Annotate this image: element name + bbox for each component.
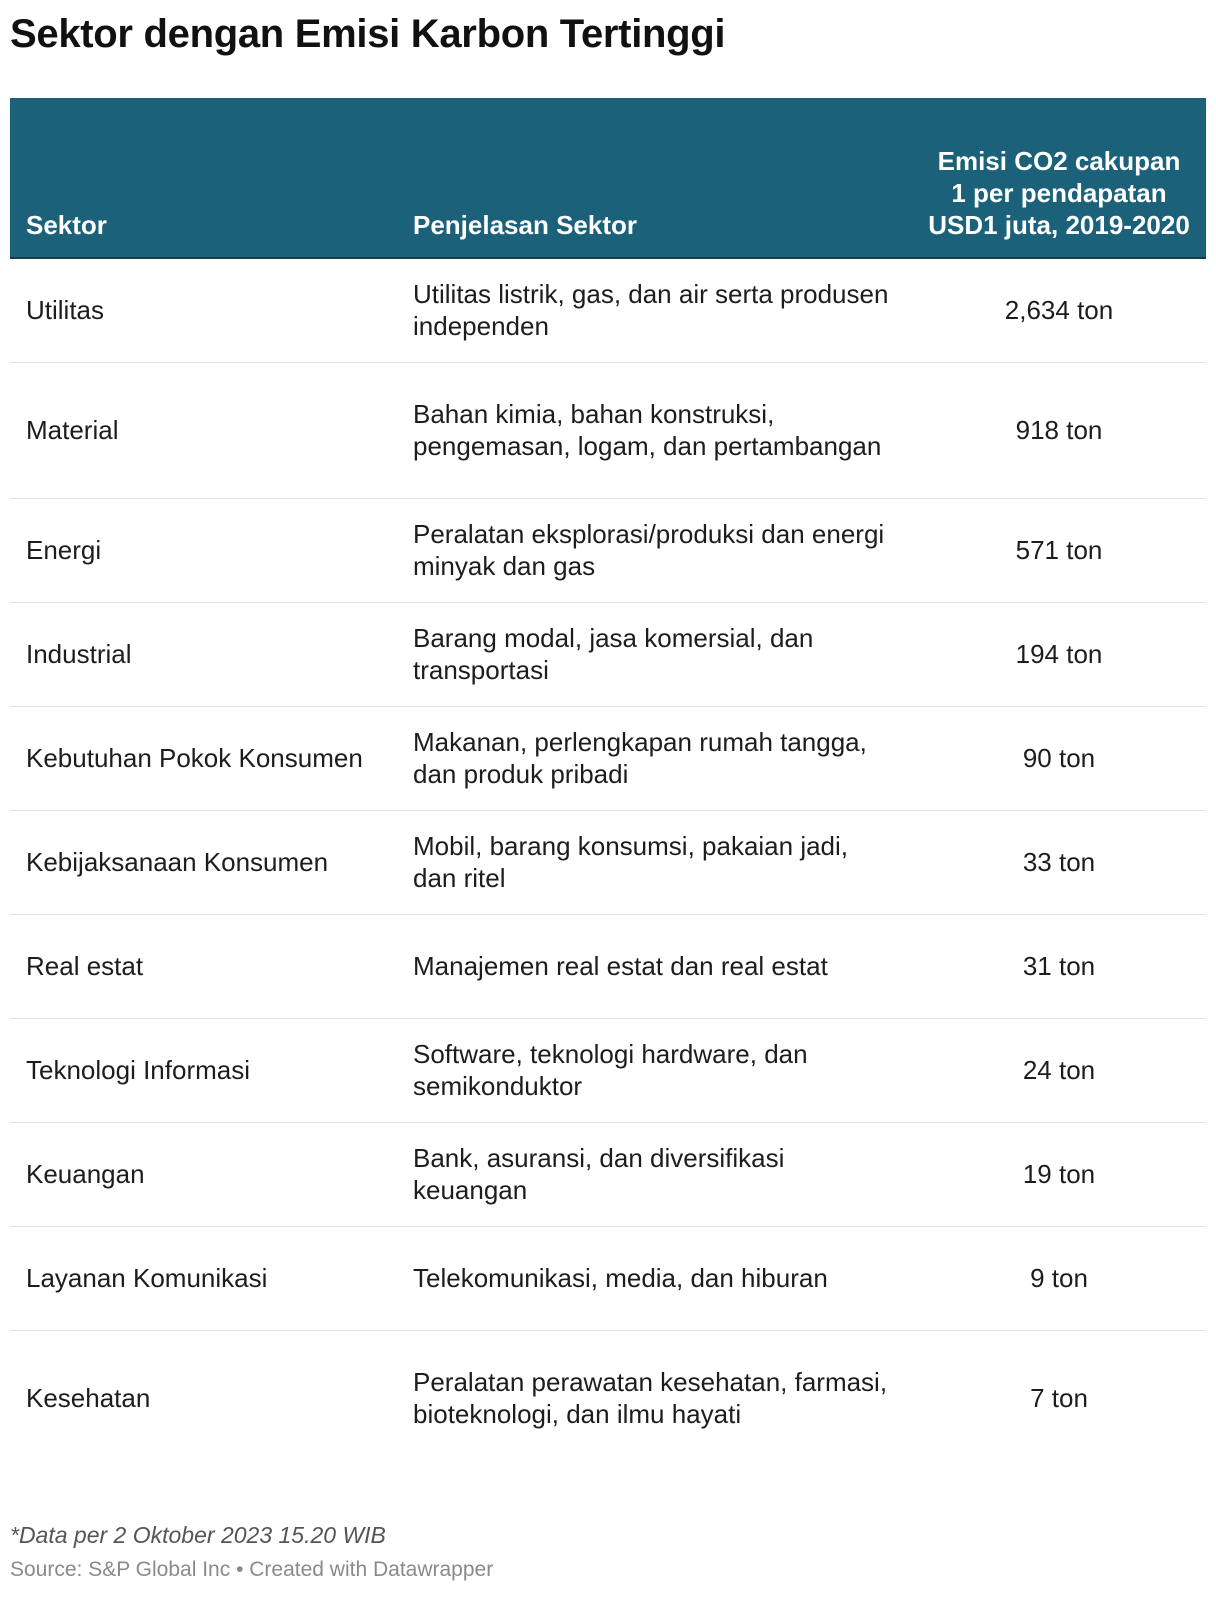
table-row: [10, 1330, 1206, 1466]
cell-description: Manajemen real estat dan real estat: [397, 914, 912, 1018]
table-row: [10, 810, 1206, 914]
cell-description: Telekomunikasi, media, dan hiburan: [397, 1226, 912, 1330]
header-row: [10, 98, 1206, 258]
cell-description: Makanan, perlengkapan rumah tangga, dan produk pribadi: [397, 706, 912, 810]
cell-sector: Keuangan: [10, 1122, 397, 1226]
chart-container: [10, 0, 1206, 1466]
emissions-table: [10, 98, 1206, 1466]
cell-emission: 2,634 ton: [912, 258, 1206, 362]
cell-emission: 24 ton: [912, 1018, 1206, 1122]
cell-sector: Material: [10, 362, 397, 498]
cell-emission: 918 ton: [912, 362, 1206, 498]
table-body: [10, 258, 1206, 1466]
cell-sector: Kesehatan: [26, 1383, 151, 1414]
table-row: [10, 498, 1206, 602]
table-row: [10, 1018, 1206, 1122]
data-note: *Data per 2 Oktober 2023 15.20 WIB: [10, 1522, 386, 1548]
cell-description: Peralatan eksplorasi/produksi dan energi minyak dan gas: [397, 498, 912, 602]
cell-emission: 9 ton: [912, 1226, 1206, 1330]
source-text: Source: S&P Global Inc: [10, 1558, 231, 1581]
cell-sector: Teknologi Informasi: [10, 1018, 397, 1122]
column-header-emission: Emisi CO2 cakupan 1 per pendapatan USD1 juta, 2019-2020: [912, 98, 1206, 258]
chart-title: Sektor dengan Emisi Karbon Tertinggi: [10, 12, 726, 56]
cell-emission: 33 ton: [912, 810, 1206, 914]
credit-link[interactable]: Created with Datawrapper: [249, 1558, 494, 1581]
table-row: [10, 1122, 1206, 1226]
cell-description: Bank, asuransi, dan diversifikasi keuangan: [397, 1122, 912, 1226]
cell-emission: 194 ton: [912, 602, 1206, 706]
cell-description: Software, teknologi hardware, dan semikonduktor: [397, 1018, 912, 1122]
cell-sector: Utilitas: [10, 258, 397, 362]
cell-emission: 19 ton: [912, 1122, 1206, 1226]
cell-sector: Kebijaksanaan Konsumen: [10, 810, 397, 914]
column-header-description: Penjelasan Sektor: [397, 98, 912, 258]
cell-description: Barang modal, jasa komersial, dan transportasi: [397, 602, 912, 706]
column-header-sector: Sektor: [10, 98, 397, 258]
table-row: [10, 706, 1206, 810]
cell-sector: Kebutuhan Pokok Konsumen: [10, 706, 397, 810]
chart-footer: [10, 1520, 1206, 1584]
table-header: [10, 98, 1206, 258]
cell-sector: Layanan Komunikasi: [10, 1226, 397, 1330]
cell-description: Mobil, barang konsumsi, pakaian jadi, dan ritel: [397, 810, 912, 914]
cell-description: Utilitas listrik, gas, dan air serta produsen independen: [397, 258, 912, 362]
table-row: [10, 1226, 1206, 1330]
cell-sector: Industrial: [10, 602, 397, 706]
table-row: [10, 914, 1206, 1018]
cell-sector: Energi: [10, 498, 397, 602]
cell-description: Bahan kimia, bahan konstruksi, pengemasan, logam, dan pertambangan: [397, 362, 912, 498]
cell-emission: 31 ton: [912, 914, 1206, 1018]
cell-emission: 571 ton: [912, 498, 1206, 602]
cell-emission: 90 ton: [912, 706, 1206, 810]
table-row: [10, 258, 1206, 362]
table-row: [10, 602, 1206, 706]
cell-emission: 7 ton: [1030, 1383, 1088, 1414]
cell-description: Peralatan perawatan kesehatan, farmasi, bioteknologi, dan ilmu hayati: [413, 1367, 888, 1430]
cell-sector: Real estat: [10, 914, 397, 1018]
table-row: [10, 362, 1206, 498]
source-line: Source: S&P Global Inc • Created with Datawrapper: [10, 1558, 494, 1581]
